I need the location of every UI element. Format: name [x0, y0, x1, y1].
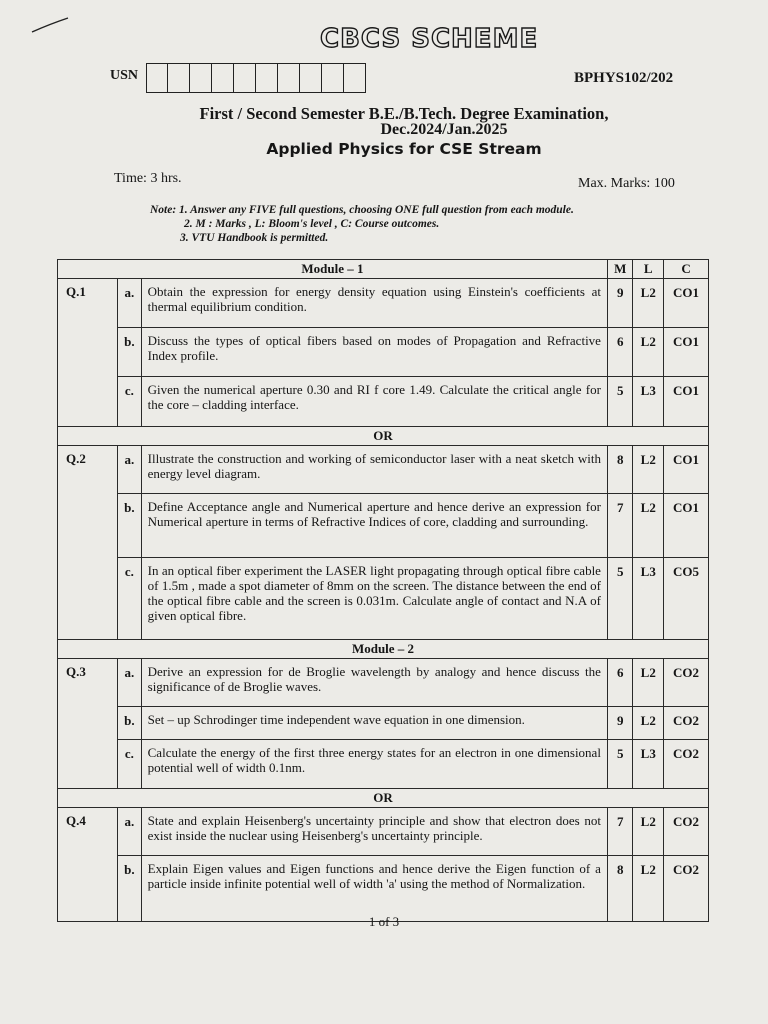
question-marks: 9	[607, 279, 633, 328]
question-text: Calculate the energy of the first three energy states for an electron in one dimensional potential well of width 0.1nm.	[141, 740, 607, 789]
blooms-level: L2	[633, 446, 664, 494]
usn-box	[190, 63, 212, 93]
question-marks: 8	[607, 446, 633, 494]
scheme-title: CBCS SCHEME	[320, 24, 539, 54]
question-text: Given the numerical aperture 0.30 and RI f core 1.49. Calculate the critical angle for the core – cladding interface.	[141, 377, 607, 427]
instruction-note-1: Note: 1. Answer any FIVE full questions, choosing ONE full question from each module.	[150, 204, 574, 216]
question-row	[58, 740, 709, 789]
blooms-level: L2	[633, 659, 664, 707]
max-marks: Max. Marks: 100	[578, 176, 675, 191]
sub-question-label: c.	[118, 377, 141, 427]
course-outcome: CO1	[664, 494, 709, 558]
outcome-column-header: C	[664, 260, 709, 279]
question-text: Derive an expression for de Broglie wavelength by analogy and hence discuss the significance of de Broglie waves.	[141, 659, 607, 707]
question-row	[58, 328, 709, 377]
usn-boxes	[146, 63, 366, 93]
blooms-level: L3	[633, 377, 664, 427]
blooms-level: L2	[633, 279, 664, 328]
or-label: OR	[58, 427, 709, 446]
sub-question-label: a.	[118, 659, 141, 707]
usn-box	[278, 63, 300, 93]
course-outcome: CO2	[664, 856, 709, 922]
usn-box	[256, 63, 278, 93]
sub-question-label: b.	[118, 328, 141, 377]
module-1-heading: Module – 1	[58, 260, 608, 279]
question-marks: 6	[607, 328, 633, 377]
blooms-level: L2	[633, 808, 664, 856]
usn-box	[234, 63, 256, 93]
blooms-level: L2	[633, 856, 664, 922]
question-text: In an optical fiber experiment the LASER light propagating through optical fibre cable of 1.5m , made a spot diameter of 8mm on the screen. The distance between the end of the optical fibre cable and the screen is 0.031m. Calculate angle of contact and N.A of given optical fibre.	[141, 558, 607, 640]
usn-box	[146, 63, 168, 93]
usn-box	[344, 63, 366, 93]
course-outcome: CO1	[664, 446, 709, 494]
blooms-level: L2	[633, 707, 664, 740]
level-column-header: L	[633, 260, 664, 279]
question-row	[58, 446, 709, 494]
course-outcome: CO1	[664, 279, 709, 328]
course-outcome: CO5	[664, 558, 709, 640]
instruction-note-3: 3. VTU Handbook is permitted.	[180, 232, 329, 244]
exam-duration: Time: 3 hrs.	[114, 171, 182, 186]
question-number: Q.4	[58, 808, 118, 922]
question-text: Illustrate the construction and working of semiconductor laser with a neat sketch with energy level diagram.	[141, 446, 607, 494]
module-header-row	[58, 640, 709, 659]
module-2-heading: Module – 2	[58, 640, 709, 659]
blooms-level: L2	[633, 494, 664, 558]
exam-title: First / Second Semester B.E./B.Tech. Degree Examination,	[199, 104, 609, 123]
question-row	[58, 558, 709, 640]
course-outcome: CO2	[664, 808, 709, 856]
question-marks: 9	[607, 707, 633, 740]
question-marks: 7	[607, 808, 633, 856]
question-text: Explain Eigen values and Eigen functions and hence derive the Eigen function of a particle inside infinite potential well of width 'a' using the method of Normalization.	[141, 856, 607, 922]
course-outcome: CO1	[664, 328, 709, 377]
sub-question-label: c.	[118, 558, 141, 640]
sub-question-label: a.	[118, 446, 141, 494]
course-outcome: CO2	[664, 659, 709, 707]
exam-session: Dec.2024/Jan.2025	[380, 121, 508, 138]
instructions	[150, 203, 574, 245]
course-outcome: CO2	[664, 707, 709, 740]
question-number: Q.2	[58, 446, 118, 640]
or-divider	[58, 789, 709, 808]
sub-question-label: b.	[118, 707, 141, 740]
question-row	[58, 659, 709, 707]
question-row	[58, 856, 709, 922]
pen-mark-icon	[28, 14, 72, 36]
or-divider	[58, 427, 709, 446]
question-row	[58, 279, 709, 328]
question-text: Obtain the expression for energy density equation using Einstein's coefficients at thermal equilibrium condition.	[141, 279, 607, 328]
usn-box	[300, 63, 322, 93]
blooms-level: L3	[633, 558, 664, 640]
usn-box	[212, 63, 234, 93]
question-text: Discuss the types of optical fibers based on modes of Propagation and Refractive Index profile.	[141, 328, 607, 377]
question-number: Q.1	[58, 279, 118, 427]
question-marks: 6	[607, 659, 633, 707]
instruction-note-2: 2. M : Marks , L: Bloom's level , C: Course outcomes.	[184, 218, 440, 230]
marks-column-header: M	[607, 260, 633, 279]
subject-title: Applied Physics for CSE Stream	[266, 140, 542, 158]
sub-question-label: a.	[118, 808, 141, 856]
page-number: 1 of 3	[368, 914, 400, 929]
usn-box	[322, 63, 344, 93]
sub-question-label: b.	[118, 494, 141, 558]
course-outcome: CO1	[664, 377, 709, 427]
question-row	[58, 707, 709, 740]
usn-box	[168, 63, 190, 93]
question-marks: 5	[607, 558, 633, 640]
usn-label: USN	[110, 68, 139, 83]
blooms-level: L2	[633, 328, 664, 377]
question-table	[57, 259, 709, 922]
question-text: State and explain Heisenberg's uncertainty principle and show that electron does not exist inside the nuclear using Heisenberg's uncertainty principle.	[141, 808, 607, 856]
question-marks: 7	[607, 494, 633, 558]
module-header-row	[58, 260, 709, 279]
question-marks: 8	[607, 856, 633, 922]
sub-question-label: b.	[118, 856, 141, 922]
question-text: Define Acceptance angle and Numerical aperture and hence derive an expression for Numerical aperture in terms of Refractive Indices of core, cladding and surrounding.	[141, 494, 607, 558]
course-code: BPHYS102/202	[574, 70, 674, 86]
question-marks: 5	[607, 740, 633, 789]
question-row	[58, 808, 709, 856]
question-row	[58, 494, 709, 558]
question-marks: 5	[607, 377, 633, 427]
sub-question-label: c.	[118, 740, 141, 789]
course-outcome: CO2	[664, 740, 709, 789]
blooms-level: L3	[633, 740, 664, 789]
question-row	[58, 377, 709, 427]
question-text: Set – up Schrodinger time independent wave equation in one dimension.	[141, 707, 607, 740]
or-label: OR	[58, 789, 709, 808]
sub-question-label: a.	[118, 279, 141, 328]
question-number: Q.3	[58, 659, 118, 789]
